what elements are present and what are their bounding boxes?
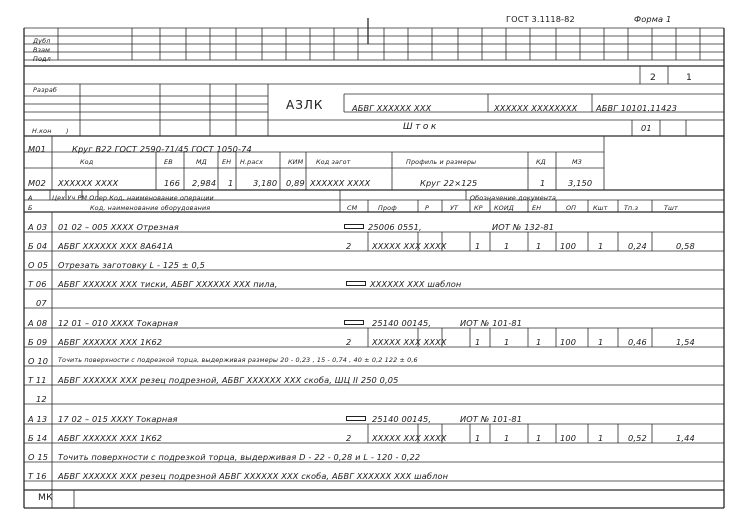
b09-koid: 1 (504, 337, 510, 347)
t06-doc: XXXXXX XXX шаблон (370, 279, 462, 289)
b09-prof: XXXXX XXX XXXX (372, 337, 447, 347)
hdr-a-text: Цех Уч РМ Опер Код, наименование операции (52, 194, 214, 202)
row-code-b09: Б 09 (28, 337, 48, 347)
m02-kim: 0,89 (286, 178, 305, 188)
b04-text: АБВГ XXXXXX XXX 8А641А (58, 241, 174, 251)
b14-en: 1 (536, 433, 542, 443)
m02-en: 1 (228, 178, 234, 188)
sheet-number: 1 (686, 72, 692, 83)
org-name: АЗЛК (286, 98, 324, 112)
m02-kod-zagot: XXXXXX XXXX (310, 178, 371, 188)
forma-label: Форма 1 (634, 14, 672, 24)
label-vzam: Взам (33, 46, 51, 54)
m02-n-rash: 3,180 (253, 178, 278, 188)
b04-prof: XXXXX XXX XXXX (372, 241, 447, 251)
row-code-12: 12 (36, 394, 47, 404)
b09-text: АБВГ XXXXXX XXX 1К62 (58, 337, 163, 347)
b04-koid: 1 (504, 241, 510, 251)
o15-text: Точить поверхности с подрезкой торца, выдерживая D - 22 - 0,28 и L - 120 - 0,22 (58, 452, 421, 462)
b04-kr: 1 (475, 241, 481, 251)
row-code-m01: М01 (28, 144, 46, 154)
doc-symbol-a03 (344, 224, 364, 229)
a08-text: 12 01 – 010 XXXX Токарная (58, 318, 179, 328)
hdr-col-sm: СМ (347, 204, 358, 212)
b04-tpz: 0,24 (628, 241, 647, 251)
m02-profil: Круг 22×125 (420, 178, 478, 188)
doc-symbol-t06 (346, 281, 366, 286)
label-n-kontr-mark: ) (66, 127, 69, 135)
hdr-kd: КД (536, 158, 546, 166)
row-code-a13: А 13 (28, 414, 48, 424)
a03-text: 01 02 – 005 XXXX Отрезная (58, 222, 179, 232)
hdr-md: МД (196, 158, 207, 166)
label-n-kontr: Н.кон (32, 127, 52, 135)
m02-md: 2,984 (192, 178, 217, 188)
row-code-b04: Б 04 (28, 241, 48, 251)
o10-text: Точить поверхности с подрезкой торца, выдерживая размеры 20 - 0,23 , 15 - 0,74 , 40 ± 0,2 122 ± 0,6 (58, 356, 418, 364)
hdr-a-doc: Обозначение документа (470, 194, 557, 202)
code-3: АБВГ 10101.11423 (596, 103, 678, 113)
b04-sm: 2 (346, 241, 352, 251)
a08-ref: ИОТ № 101-81 (460, 318, 523, 328)
hdr-col-ut: УТ (450, 204, 459, 212)
t16-text: АБВГ XXXXXX XXX резец подрезной АБВГ XXXXXX XXX скоба, АБВГ XXXXXX XXX шаблон (58, 471, 449, 481)
hdr-mz: МЗ (572, 158, 582, 166)
b14-kst: 1 (598, 433, 604, 443)
row-code-t06: Т 06 (28, 279, 47, 289)
b09-kst: 1 (598, 337, 604, 347)
m02-mz: 3,150 (568, 178, 593, 188)
row-code-t16: Т 16 (28, 471, 47, 481)
footer-mk: МК (38, 492, 53, 503)
part-name: Шток (403, 122, 439, 132)
doc-symbol-a08 (344, 320, 364, 325)
a13-text: 17 02 – 015 XXXY Токарная (58, 414, 178, 424)
b09-sm: 2 (346, 337, 352, 347)
hdr-kod-zagot: Код загот (316, 158, 351, 166)
o05-text: Отрезать заготовку L - 125 ± 0,5 (58, 260, 205, 270)
row-code-hdr-b: Б (28, 204, 33, 212)
hdr-b-text: Код, наименование оборудования (90, 204, 211, 212)
b14-prof: XXXXX XXX XXXX (372, 433, 447, 443)
row-code-b14: Б 14 (28, 433, 48, 443)
b04-en: 1 (536, 241, 542, 251)
label-podl: Подл (33, 55, 51, 63)
row-code-o05: О 05 (28, 260, 49, 270)
row-code-o15: О 15 (28, 452, 49, 462)
row-code-t11: Т 11 (28, 375, 47, 385)
row-code-a08: А 08 (28, 318, 48, 328)
row-code-07: 07 (36, 298, 47, 308)
hdr-kim: КИМ (288, 158, 304, 166)
hdr-en: ЕН (222, 158, 232, 166)
t11-text: АБВГ XXXXXX XXX резец подрезной, АБВГ XXXXXX XXX скоба, ШЦ II 250 0,05 (58, 375, 399, 385)
a03-doc: 25006 0551, (368, 222, 422, 232)
row-code-a03: А 03 (28, 222, 48, 232)
hdr-col-tsht: Тшт (664, 204, 678, 212)
b04-op: 100 (560, 241, 577, 251)
b14-tsht: 1,44 (676, 433, 695, 443)
a03-ref: ИОТ № 132-81 (492, 222, 555, 232)
a13-ref: ИОТ № 101-81 (460, 414, 523, 424)
hdr-ev: ЕВ (164, 158, 173, 166)
hdr-profil: Профиль и размеры (406, 158, 477, 166)
hdr-col-en: ЕН (532, 204, 542, 212)
hdr-n-rash: Н.расх (240, 158, 264, 166)
doc-symbol-a13 (346, 416, 366, 421)
hdr-col-kst: Кшт (593, 204, 608, 212)
hdr-col-kr: КР (474, 204, 483, 212)
material-text: Круг В22 ГОСТ 2590-71/45 ГОСТ 1050-74 (72, 144, 252, 154)
sheet-total: 2 (650, 72, 656, 83)
b14-kr: 1 (475, 433, 481, 443)
m02-kod: XXXXXX XXXX (58, 178, 119, 188)
b09-kr: 1 (475, 337, 481, 347)
code-1: АБВГ XXXXXX XXX (352, 103, 432, 113)
b14-text: АБВГ XXXXXX XXX 1К62 (58, 433, 163, 443)
hdr-col-koid: КОИД (494, 204, 514, 212)
hdr-col-prof: Проф (378, 204, 397, 212)
m02-ev: 166 (164, 178, 181, 188)
hdr-col-r: Р (425, 204, 430, 212)
code-2: XXXXXX XXXXXXXX (494, 103, 578, 113)
row-code-hdr-a: А (28, 194, 33, 202)
label-razrab: Разраб (33, 86, 57, 94)
hdr-col-op: ОП (566, 204, 577, 212)
b14-sm: 2 (346, 433, 352, 443)
b09-op: 100 (560, 337, 577, 347)
a13-doc: 25140 00145, (372, 414, 432, 424)
b14-op: 100 (560, 433, 577, 443)
b04-tsht: 0,58 (676, 241, 695, 251)
hdr-col-tpz: Тп.з (624, 204, 639, 212)
b09-tsht: 1,54 (676, 337, 695, 347)
row-code-m02: М02 (28, 178, 46, 188)
b09-tpz: 0,46 (628, 337, 647, 347)
t06-text: АБВГ XXXXXX XXX тиски, АБВГ XXXXXX XXX пила, (58, 279, 278, 289)
row-code-o10: О 10 (28, 356, 49, 366)
gost-label: ГОСТ 3.1118-82 (506, 14, 575, 24)
b04-kst: 1 (598, 241, 604, 251)
b14-tpz: 0,52 (628, 433, 647, 443)
b09-en: 1 (536, 337, 542, 347)
doc-code: 01 (641, 123, 652, 133)
a08-doc: 25140 00145, (372, 318, 432, 328)
hdr-kod: Код (80, 158, 94, 166)
m02-kd: 1 (540, 178, 546, 188)
label-dubl: Дубл (33, 37, 51, 45)
b14-koid: 1 (504, 433, 510, 443)
